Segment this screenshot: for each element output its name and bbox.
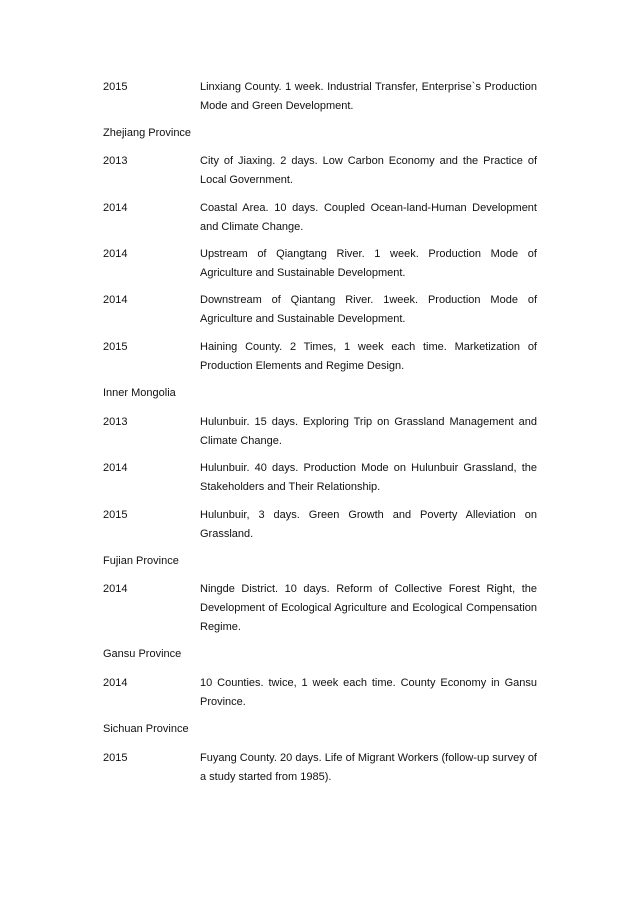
entry-year: 2014 xyxy=(103,677,128,689)
entry-year: 2015 xyxy=(103,81,128,93)
entry-year: 2015 xyxy=(103,341,128,353)
section-heading-zhejiang: Zhejiang Province xyxy=(103,127,192,139)
entry-year: 2014 xyxy=(103,583,128,595)
section-heading-gansu: Gansu Province xyxy=(103,648,182,660)
entry-description: Fuyang County. 20 days. Life of Migrant Workers (follow-up survey of a study started from 1985). xyxy=(200,752,537,783)
entry-description: City of Jiaxing. 2 days. Low Carbon Economy and the Practice of Local Government. xyxy=(200,155,537,186)
entry-year: 2015 xyxy=(103,752,128,764)
section-heading-inner-mongolia: Inner Mongolia xyxy=(103,387,176,399)
section-heading-fujian: Fujian Province xyxy=(103,555,179,567)
entry-year: 2014 xyxy=(103,202,128,214)
entry-year: 2015 xyxy=(103,509,128,521)
entry-year: 2014 xyxy=(103,294,128,306)
entry-year: 2013 xyxy=(103,416,128,428)
entry-year: 2014 xyxy=(103,462,128,474)
entry-description: Coastal Area. 10 days. Coupled Ocean-land-Human Development and Climate Change. xyxy=(200,202,537,233)
entry-description: 10 Counties. twice, 1 week each time. County Economy in Gansu Province. xyxy=(200,677,537,708)
section-heading-sichuan: Sichuan Province xyxy=(103,723,189,735)
entry-description: Linxiang County. 1 week. Industrial Transfer, Enterprise`s Production Mode and Green Development. xyxy=(200,81,537,112)
entry-year: 2013 xyxy=(103,155,128,167)
entry-year: 2014 xyxy=(103,248,128,260)
entry-description: Hulunbuir. 40 days. Production Mode on Hulunbuir Grassland, the Stakeholders and Their Relationship. xyxy=(200,462,537,493)
entry-description: Upstream of Qiangtang River. 1 week. Production Mode of Agriculture and Sustainable Development. xyxy=(200,248,537,279)
entry-description: Hulunbuir. 15 days. Exploring Trip on Grassland Management and Climate Change. xyxy=(200,416,537,447)
entry-description: Hulunbuir, 3 days. Green Growth and Poverty Alleviation on Grassland. xyxy=(200,509,537,540)
entry-description: Ningde District. 10 days. Reform of Collective Forest Right, the Development of Ecological Agriculture and Ecological Compensation Regime. xyxy=(200,583,537,633)
entry-description: Haining County. 2 Times, 1 week each time. Marketization of Production Elements and Regime Design. xyxy=(200,341,537,372)
entry-description: Downstream of Qiantang River. 1week. Production Mode of Agriculture and Sustainable Development. xyxy=(200,294,537,325)
